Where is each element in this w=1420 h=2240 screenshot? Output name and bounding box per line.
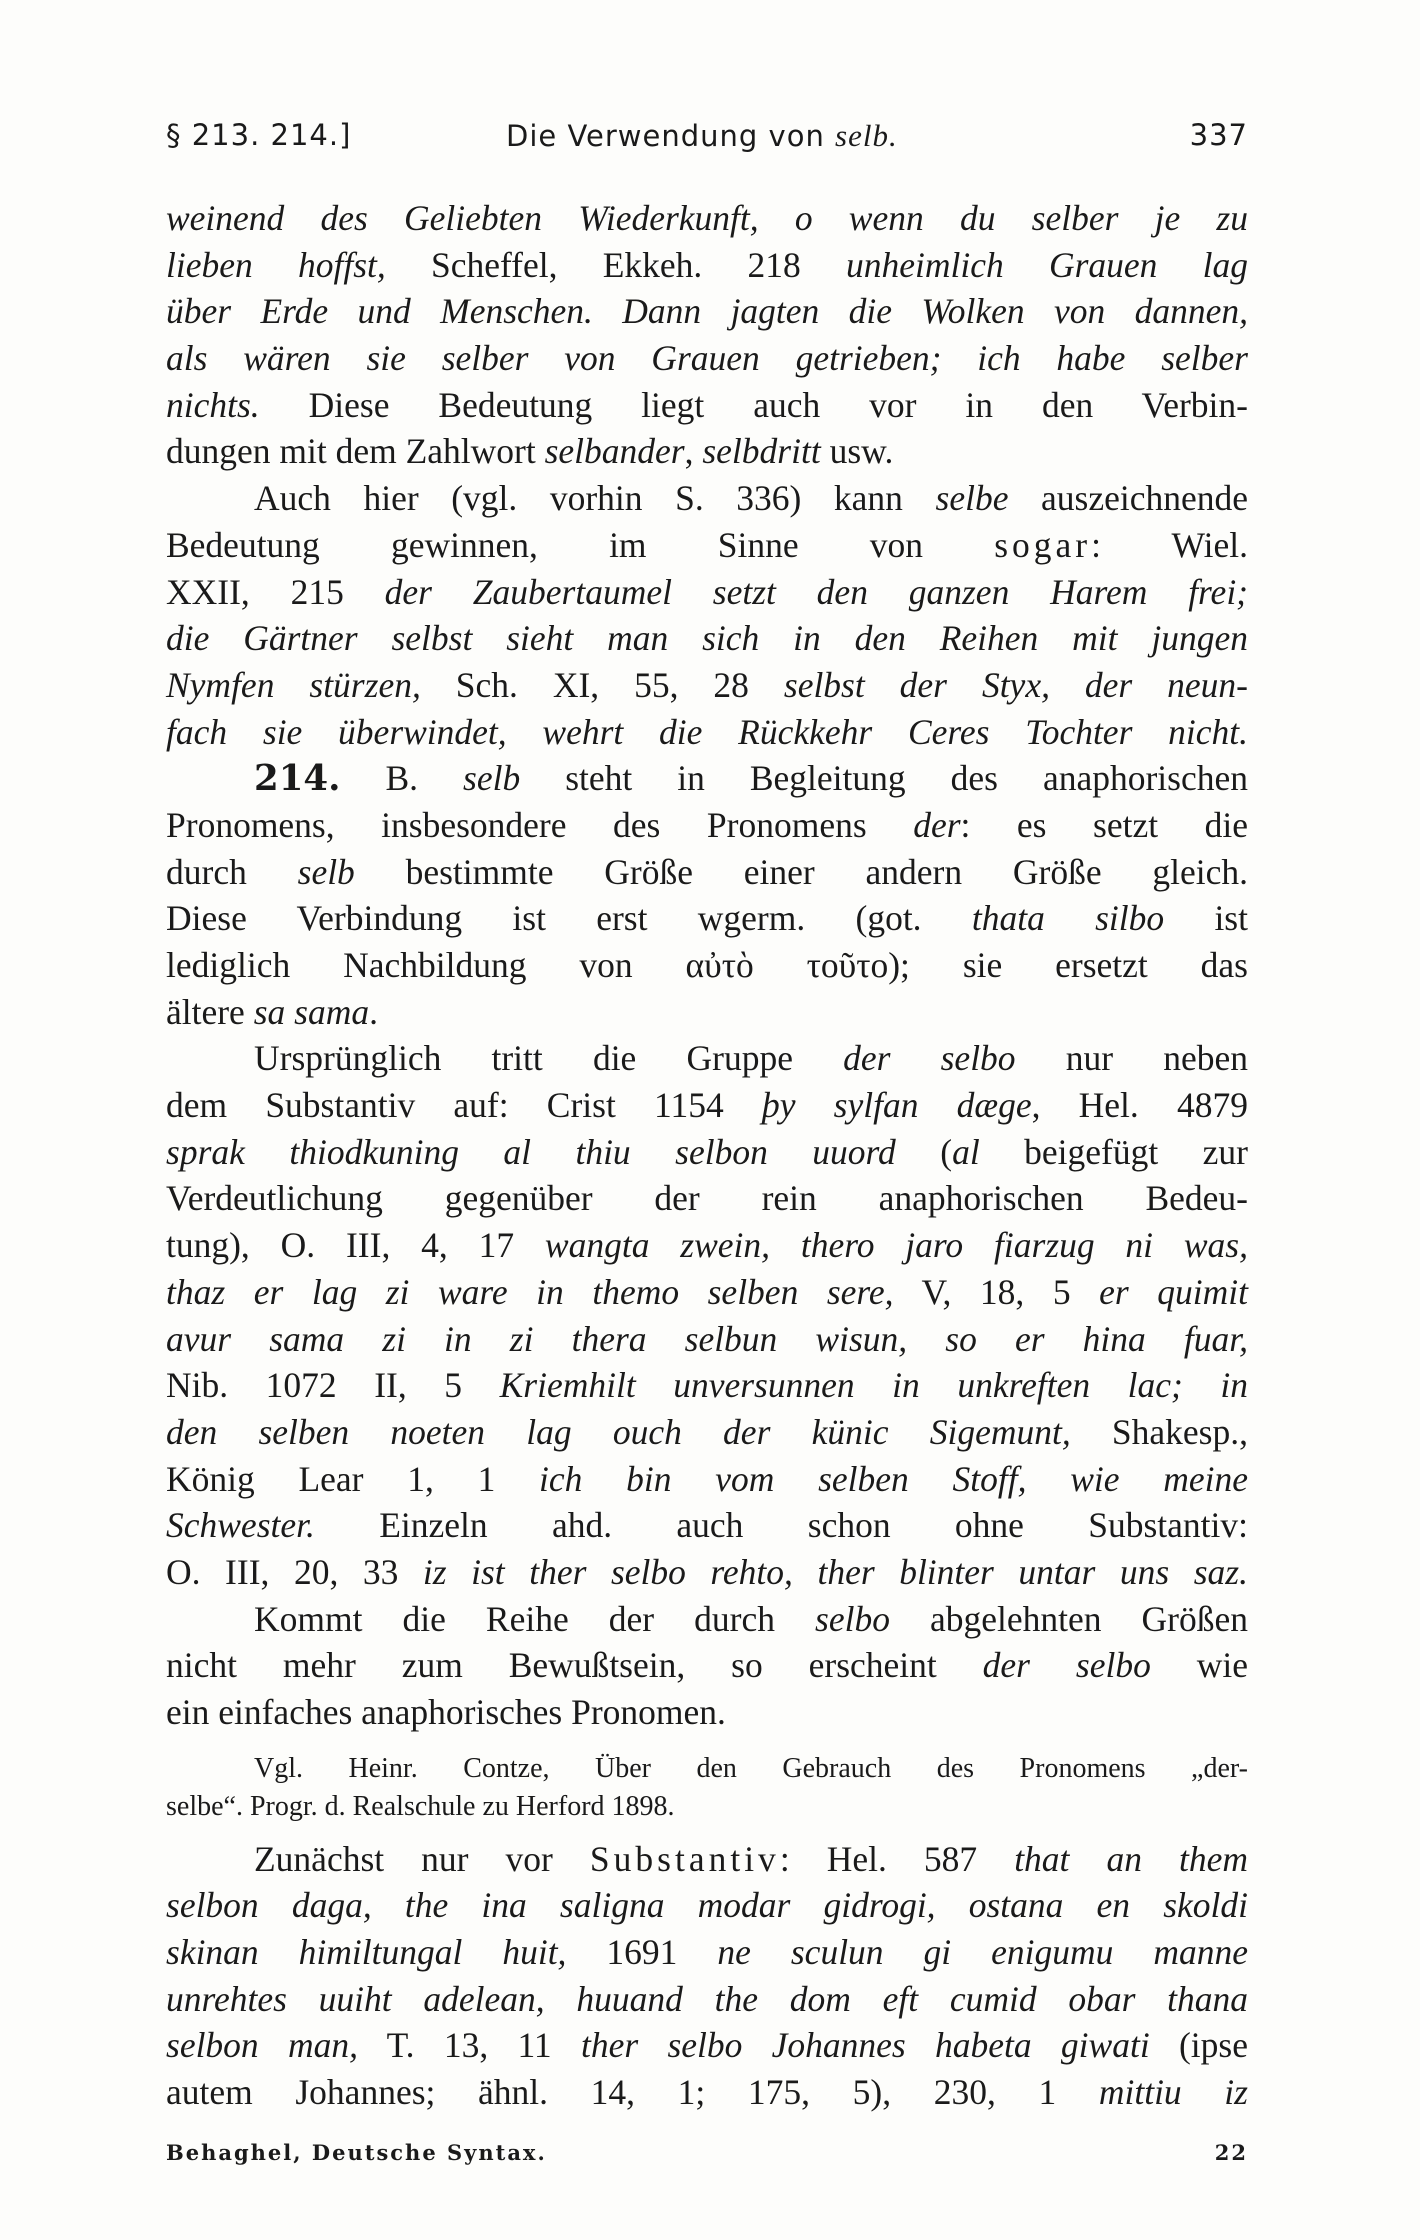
body-text	[166, 195, 1248, 2116]
text-line: Nib. 1072 II, 5 Kriemhilt unversunnen in unkreften lac; in	[166, 1365, 1248, 1406]
text-line: die Gärtner selbst sieht man sich in den Reihen mit jungen	[166, 618, 1248, 659]
text-line: Zunächst nur vor Substantiv: Hel. 587 that an them	[254, 1838, 1249, 1879]
text-line: Pronomens, insbesondere des Pronomens der: es setzt die	[166, 804, 1248, 845]
text-line: ein einfaches anaphorisches Pronomen.	[166, 1692, 726, 1732]
page-footer	[166, 2140, 1248, 2180]
running-header	[166, 118, 1248, 168]
text-line: dungen mit dem Zahlwort selbander, selbdritt usw.	[166, 431, 894, 472]
note-line: selbe“. Progr. d. Realschule zu Herford 1898.	[166, 1790, 675, 1822]
section-reference: § 213. 214.]	[166, 118, 352, 152]
literature-note	[166, 1750, 1248, 1826]
signature-mark: 22	[1214, 2140, 1248, 2165]
text-line: Ursprünglich tritt die Gruppe der selbo nur neben	[254, 1038, 1248, 1079]
text-line: weinend des Geliebten Wiederkunft, o wenn du selber je zu	[166, 198, 1248, 238]
text-line: durch selb bestimmte Größe einer andern Größe gleich.	[166, 851, 1248, 892]
text-line: skinan himiltungal huit, 1691 ne sculun gi enigumu manne	[166, 1932, 1248, 1973]
text-line: lieben hoffst, Scheffel, Ekkeh. 218 unheimlich Grauen lag	[166, 244, 1248, 285]
text-line: über Erde und Menschen. Dann jagten die Wolken von dannen,	[166, 291, 1248, 332]
text-line: thaz er lag zi ware in themo selben sere, V, 18, 5 er quimit	[166, 1271, 1248, 1312]
text-line: O. III, 20, 33 iz ist ther selbo rehto, ther blinter untar uns saz.	[166, 1551, 1248, 1592]
text-line: den selben noeten lag ouch der künic Sigemunt, Shakesp.,	[166, 1411, 1248, 1452]
text-line: autem Johannes; ähnl. 14, 1; 175, 5), 230, 1 mittiu iz	[166, 2072, 1248, 2113]
text-line: König Lear 1, 1 ich bin vom selben Stoff, wie meine	[166, 1458, 1248, 1499]
text-line: als wären sie selber von Grauen getrieben; ich habe selber	[166, 338, 1248, 379]
text-line: Nymfen stürzen, Sch. XI, 55, 28 selbst der Styx, der neun-	[166, 664, 1248, 705]
text-line: 214. B. selb steht in Begleitung des anaphorischen	[254, 758, 1248, 800]
text-line: Auch hier (vgl. vorhin S. 336) kann selbe auszeichnende	[254, 478, 1249, 519]
text-line: Diese Verbindung ist erst wgerm. (got. thata silbo ist	[166, 898, 1248, 939]
page-number: 337	[1189, 118, 1248, 152]
text-line: Verdeutlichung gegenüber der rein anaphorischen Bedeu-	[166, 1178, 1248, 1219]
text-line: fach sie überwindet, wehrt die Rückkehr Ceres Tochter nicht.	[166, 711, 1248, 752]
text-line: selbon daga, the ina saligna modar gidrogi, ostana en skoldi	[166, 1885, 1248, 1926]
text-line: Kommt die Reihe der durch selbo abgelehnten Größen	[254, 1598, 1249, 1639]
text-line: avur sama zi in zi thera selbun wisun, so er hina fuar,	[166, 1318, 1248, 1359]
text-line: unrehtes uuiht adelean, huuand the dom eft cumid obar thana	[166, 1978, 1248, 2019]
text-line: tung), O. III, 4, 17 wangta zwein, thero jaro fiarzug ni was,	[166, 1225, 1248, 1266]
text-line: ältere sa sama.	[166, 991, 378, 1032]
book-title: Behaghel, Deutsche Syntax.	[166, 2140, 547, 2165]
note-line: Vgl. Heinr. Contze, Über den Gebrauch des Pronomens „der-	[254, 1752, 1248, 1784]
text-line: selbon man, T. 13, 11 ther selbo Johannes habeta giwati (ipse	[166, 2025, 1248, 2066]
text-line: lediglich Nachbildung von αὐτὸ τοῦτο); sie ersetzt das	[166, 945, 1248, 985]
text-line: Schwester. Einzeln ahd. auch schon ohne Substantiv:	[166, 1505, 1248, 1546]
text-line: nicht mehr zum Bewußtsein, so erscheint der selbo wie	[166, 1645, 1248, 1686]
text-line: XXII, 215 der Zaubertaumel setzt den ganzen Harem frei;	[166, 571, 1249, 612]
text-line: sprak thiodkuning al thiu selbon uuord (al beigefügt zur	[166, 1131, 1248, 1172]
text-line: Bedeutung gewinnen, im Sinne von sogar: Wiel.	[166, 524, 1248, 565]
running-title: Die Verwendung von selb.	[506, 118, 898, 153]
text-line: nichts. Diese Bedeutung liegt auch vor in den Verbin-	[166, 384, 1248, 425]
text-line: dem Substantiv auf: Crist 1154 þy sylfan dæge, Hel. 4879	[166, 1085, 1248, 1126]
